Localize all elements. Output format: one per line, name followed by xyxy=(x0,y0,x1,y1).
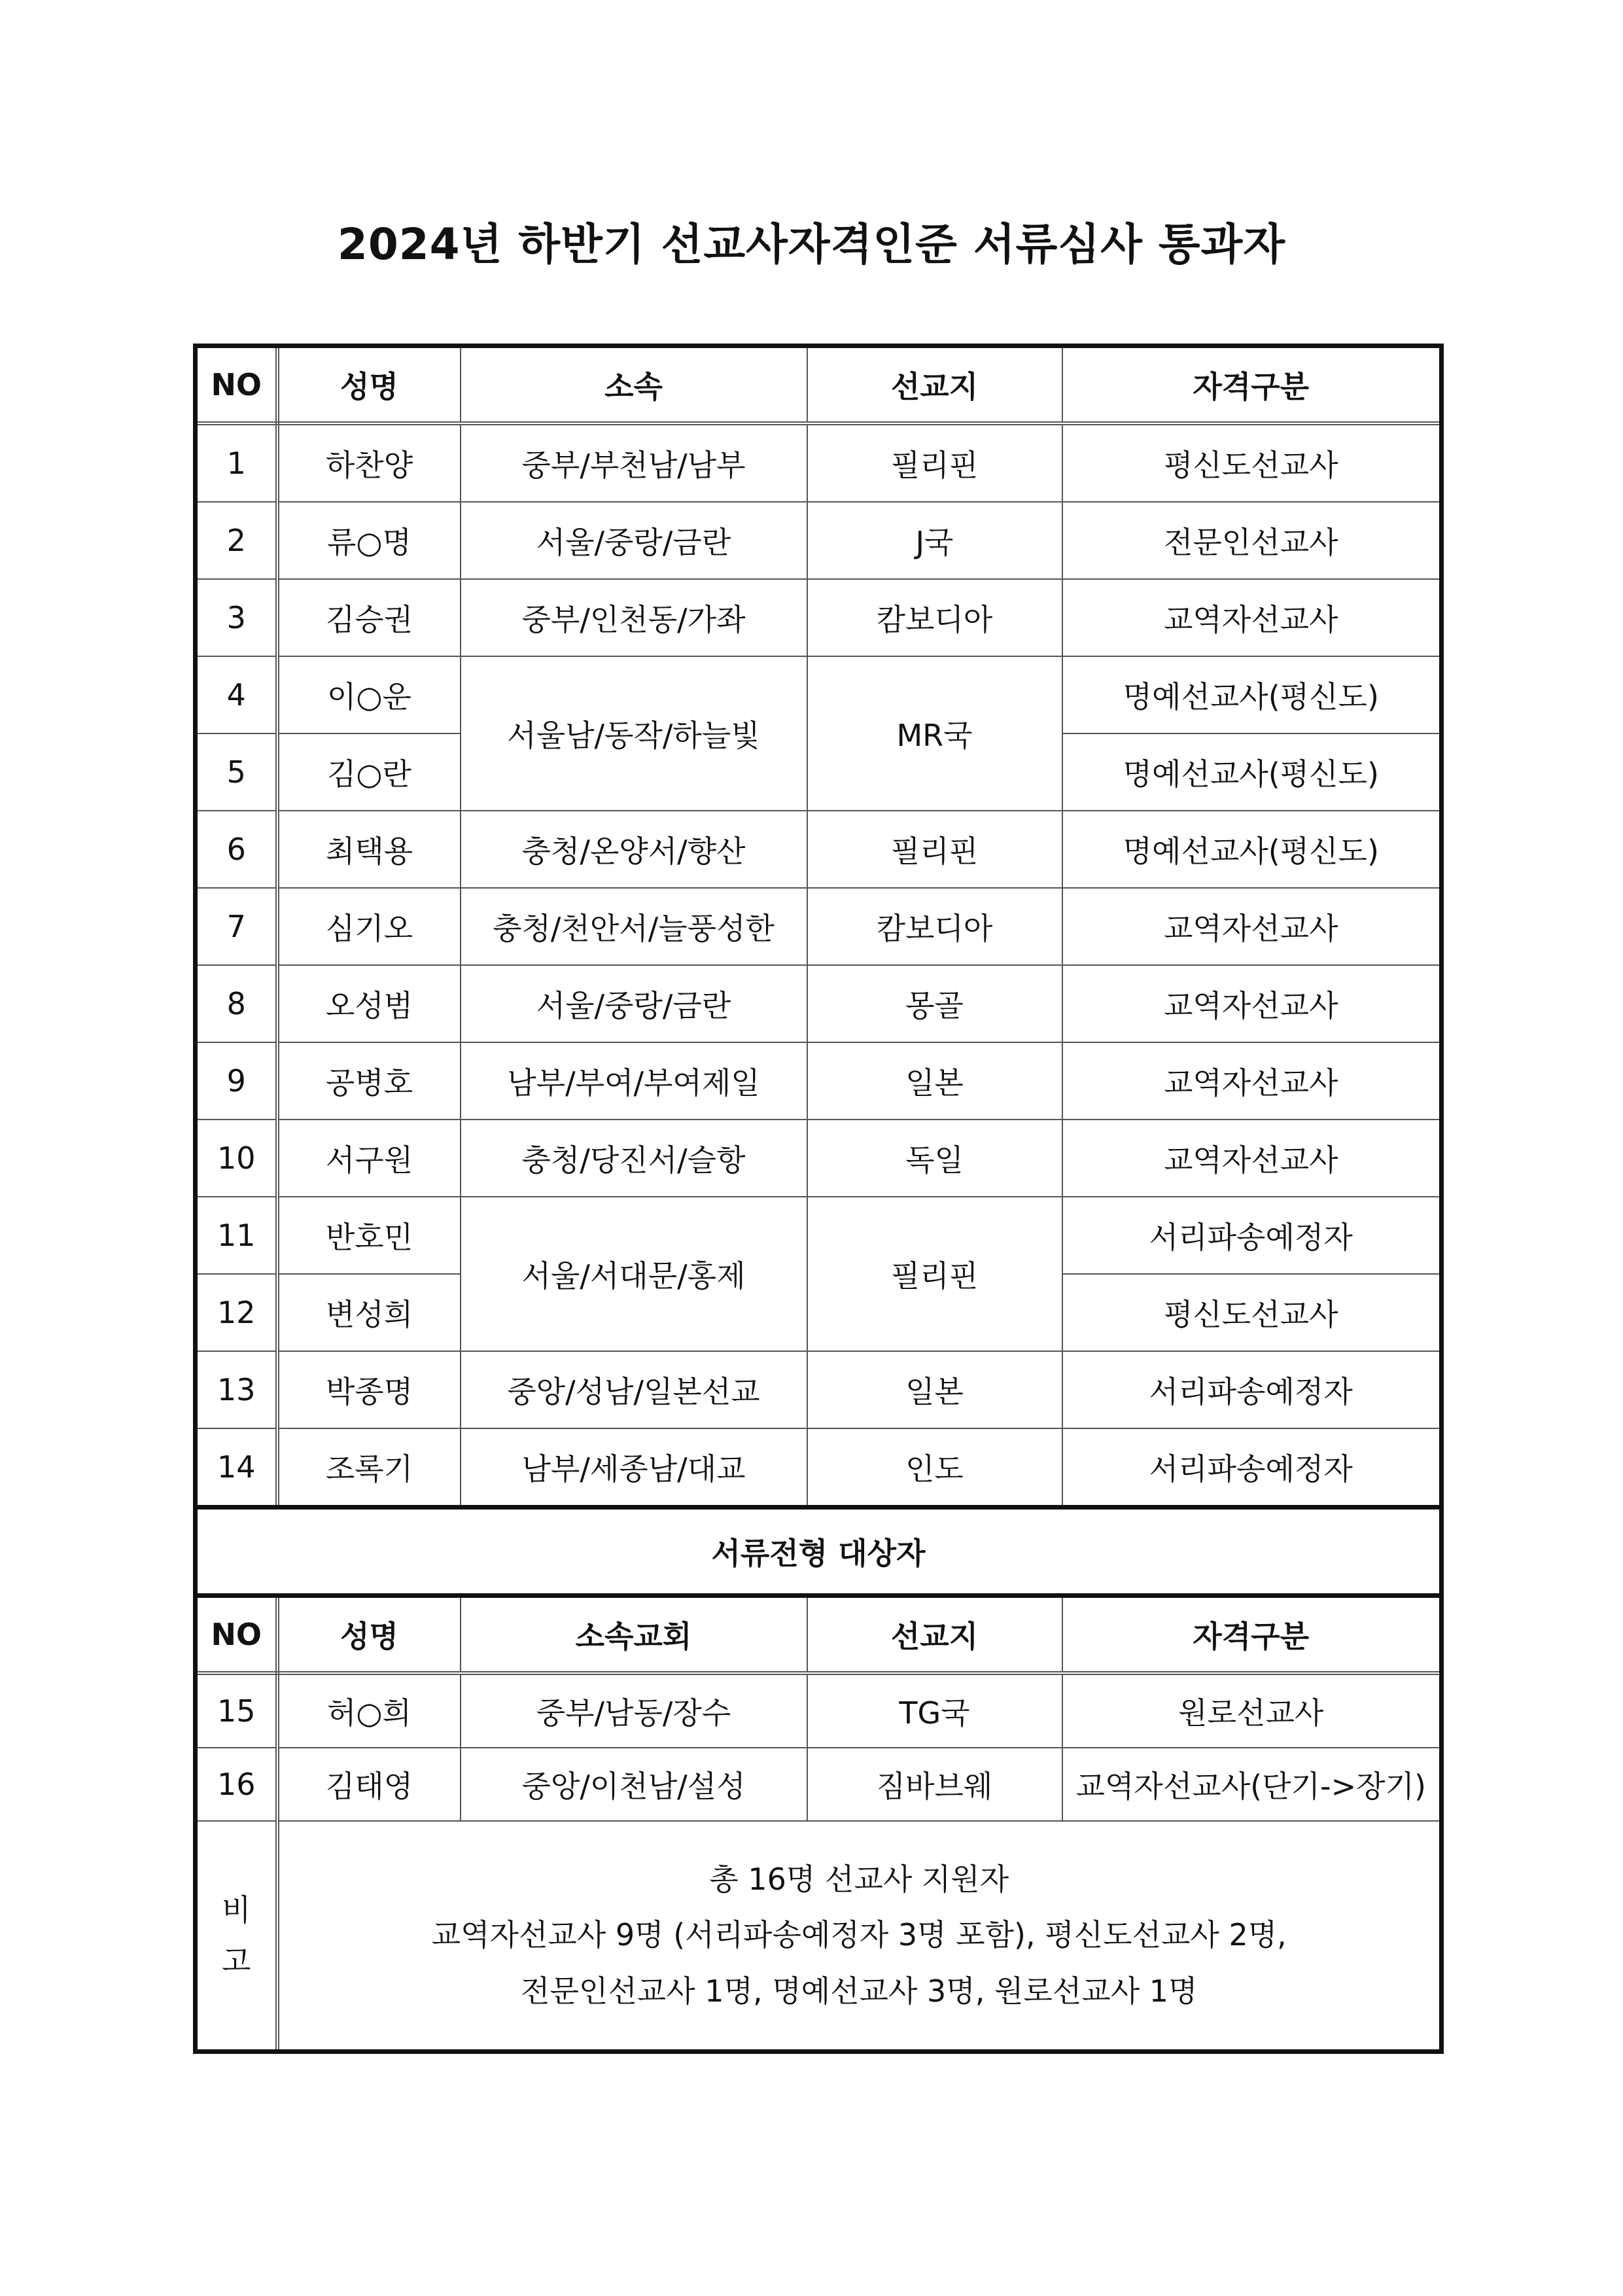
table-row xyxy=(196,1428,1442,1508)
cell-mission-field: J국 xyxy=(807,502,1062,579)
header-qualification: 자격구분 xyxy=(1062,1596,1442,1674)
header-church: 소속교회 xyxy=(461,1596,807,1674)
cell-affiliation: 중부/남동/장수 xyxy=(461,1673,807,1748)
cell-qualification: 교역자선교사 xyxy=(1062,1042,1442,1120)
cell-affiliation: 중부/인천동/가좌 xyxy=(461,579,807,656)
cell-mission-field: MR국 xyxy=(807,656,1062,811)
cell-affiliation: 충청/당진서/슬항 xyxy=(461,1120,807,1197)
table-row xyxy=(196,579,1442,656)
cell-qualification: 교역자선교사 xyxy=(1062,888,1442,965)
header-name: 성명 xyxy=(277,346,461,424)
cell-name: 서구원 xyxy=(277,1120,461,1197)
table-row xyxy=(196,656,1442,733)
cell-qualification: 교역자선교사 xyxy=(1062,1120,1442,1197)
table-row xyxy=(196,1042,1442,1120)
cell-name: 변성희 xyxy=(277,1274,461,1351)
cell-affiliation: 서울/서대문/홍제 xyxy=(461,1197,807,1351)
cell-qualification: 전문인선교사 xyxy=(1062,502,1442,579)
cell-name: 조록기 xyxy=(277,1428,461,1508)
table-row xyxy=(196,811,1442,888)
cell-qualification: 평신도선교사 xyxy=(1062,423,1442,502)
cell-mission-field: 일본 xyxy=(807,1351,1062,1428)
remark-row xyxy=(196,1821,1442,2052)
table-row xyxy=(196,1748,1442,1821)
screening-table xyxy=(193,344,1444,2054)
cell-name: 심기오 xyxy=(277,888,461,965)
cell-qualification: 서리파송예정자 xyxy=(1062,1351,1442,1428)
cell-qualification: 명예선교사(평신도) xyxy=(1062,811,1442,888)
cell-affiliation: 충청/천안서/늘풍성한 xyxy=(461,888,807,965)
cell-affiliation: 남부/세종남/대교 xyxy=(461,1428,807,1508)
cell-affiliation: 서울/중랑/금란 xyxy=(461,965,807,1042)
header-mission-field: 선교지 xyxy=(807,346,1062,424)
cell-name: 오성범 xyxy=(277,965,461,1042)
cell-no: 16 xyxy=(196,1748,277,1821)
table-row xyxy=(196,965,1442,1042)
cell-no: 1 xyxy=(196,423,277,502)
header-affiliation: 소속 xyxy=(461,346,807,424)
cell-no: 11 xyxy=(196,1197,277,1274)
cell-mission-field: 짐바브웨 xyxy=(807,1748,1062,1821)
header-qualification: 자격구분 xyxy=(1062,346,1442,424)
cell-no: 7 xyxy=(196,888,277,965)
cell-affiliation: 중부/부천남/남부 xyxy=(461,423,807,502)
cell-mission-field: 독일 xyxy=(807,1120,1062,1197)
header-mission-field: 선교지 xyxy=(807,1596,1062,1674)
remark-line-breakdown-2: 전문인선교사 1명, 명예선교사 3명, 원로선교사 1명 xyxy=(521,1973,1198,2009)
cell-no: 2 xyxy=(196,502,277,579)
cell-name: 이○운 xyxy=(277,656,461,733)
cell-no: 4 xyxy=(196,656,277,733)
remark-content xyxy=(277,1821,1442,2052)
cell-name: 류○명 xyxy=(277,502,461,579)
cell-qualification: 명예선교사(평신도) xyxy=(1062,733,1442,811)
cell-name: 김태영 xyxy=(277,1748,461,1821)
table-row xyxy=(196,1197,1442,1274)
cell-mission-field: 필리핀 xyxy=(807,811,1062,888)
section-title: 서류전형 대상자 xyxy=(196,1508,1442,1596)
cell-mission-field: 몽골 xyxy=(807,965,1062,1042)
table-header-row xyxy=(196,346,1442,424)
cell-no: 10 xyxy=(196,1120,277,1197)
cell-name: 김승권 xyxy=(277,579,461,656)
cell-mission-field: 인도 xyxy=(807,1428,1062,1508)
cell-no: 13 xyxy=(196,1351,277,1428)
cell-no: 5 xyxy=(196,733,277,811)
cell-name: 최택용 xyxy=(277,811,461,888)
cell-qualification: 교역자선교사 xyxy=(1062,579,1442,656)
cell-qualification: 교역자선교사(단기->장기) xyxy=(1062,1748,1442,1821)
cell-affiliation: 남부/부여/부여제일 xyxy=(461,1042,807,1120)
table-row xyxy=(196,888,1442,965)
remark-line-total: 총 16명 선교사 지원자 xyxy=(709,1862,1009,1898)
cell-affiliation: 충청/온양서/향산 xyxy=(461,811,807,888)
cell-affiliation: 서울남/동작/하늘빛 xyxy=(461,656,807,811)
cell-qualification: 교역자선교사 xyxy=(1062,965,1442,1042)
header-no: NO xyxy=(196,346,277,424)
cell-mission-field: 필리핀 xyxy=(807,423,1062,502)
cell-mission-field: 일본 xyxy=(807,1042,1062,1120)
cell-name: 허○희 xyxy=(277,1673,461,1748)
cell-mission-field: 캄보디아 xyxy=(807,888,1062,965)
remark-label xyxy=(196,1821,277,2052)
remark-label-char-2: 고 xyxy=(222,1943,251,1979)
cell-no: 9 xyxy=(196,1042,277,1120)
cell-no: 14 xyxy=(196,1428,277,1508)
table-row xyxy=(196,423,1442,502)
cell-no: 3 xyxy=(196,579,277,656)
cell-affiliation: 중앙/이천남/설성 xyxy=(461,1748,807,1821)
cell-no: 8 xyxy=(196,965,277,1042)
cell-affiliation: 중앙/성남/일본선교 xyxy=(461,1351,807,1428)
cell-no: 12 xyxy=(196,1274,277,1351)
cell-no: 6 xyxy=(196,811,277,888)
cell-qualification: 서리파송예정자 xyxy=(1062,1428,1442,1508)
cell-mission-field: 캄보디아 xyxy=(807,579,1062,656)
remark-label-char-1: 비 xyxy=(222,1892,251,1928)
cell-qualification: 명예선교사(평신도) xyxy=(1062,656,1442,733)
table-row xyxy=(196,1673,1442,1748)
cell-mission-field: 필리핀 xyxy=(807,1197,1062,1351)
table-row xyxy=(196,502,1442,579)
table-row xyxy=(196,1351,1442,1428)
cell-qualification: 평신도선교사 xyxy=(1062,1274,1442,1351)
cell-qualification: 원로선교사 xyxy=(1062,1673,1442,1748)
table-header-row-2 xyxy=(196,1596,1442,1674)
section-title-row xyxy=(196,1508,1442,1596)
page-title: 2024년 하반기 선교사자격인준 서류심사 통과자 xyxy=(337,219,1286,270)
cell-no: 15 xyxy=(196,1673,277,1748)
cell-name: 공병호 xyxy=(277,1042,461,1120)
cell-name: 반호민 xyxy=(277,1197,461,1274)
header-name: 성명 xyxy=(277,1596,461,1674)
remark-line-breakdown-1: 교역자선교사 9명 (서리파송예정자 3명 포함), 평신도선교사 2명, xyxy=(431,1917,1287,1953)
cell-mission-field: TG국 xyxy=(807,1673,1062,1748)
table-row xyxy=(196,1120,1442,1197)
cell-name: 하찬양 xyxy=(277,423,461,502)
cell-affiliation: 서울/중랑/금란 xyxy=(461,502,807,579)
cell-name: 김○란 xyxy=(277,733,461,811)
cell-qualification: 서리파송예정자 xyxy=(1062,1197,1442,1274)
header-no: NO xyxy=(196,1596,277,1674)
cell-name: 박종명 xyxy=(277,1351,461,1428)
